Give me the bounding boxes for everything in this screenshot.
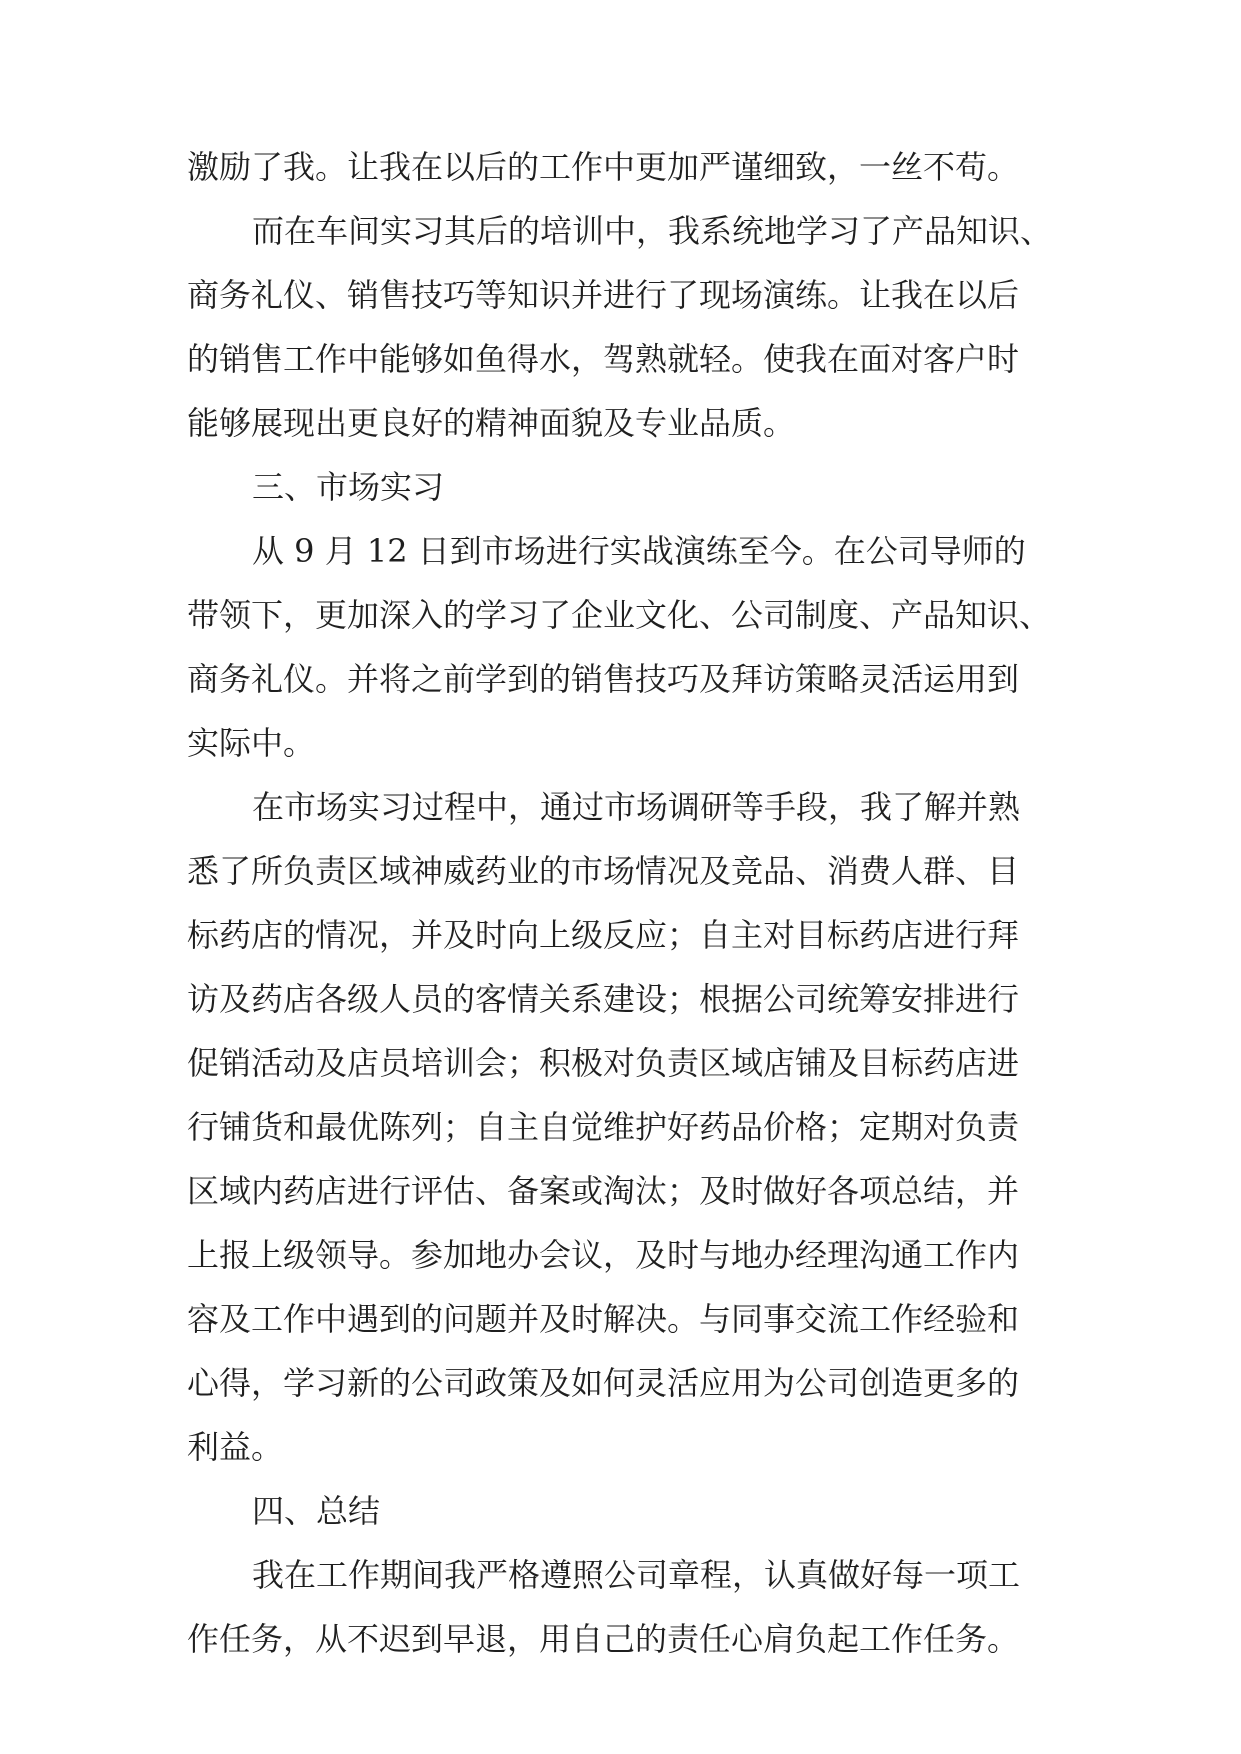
text-line: 在市场实习过程中，通过市场调研等手段，我了解并熟 bbox=[252, 788, 1021, 826]
text-line: 激励了我。让我在以后的工作中更加严谨细致，一丝不苟。 bbox=[187, 148, 1020, 186]
text-line: 上报上级领导。参加地办会议，及时与地办经理沟通工作内 bbox=[187, 1236, 1020, 1274]
text-line: 的销售工作中能够如鱼得水，驾熟就轻。使我在面对客户时 bbox=[187, 340, 1020, 378]
text-line: 我在工作期间我严格遵照公司章程，认真做好每一项工 bbox=[252, 1556, 1021, 1594]
text-line: 行铺货和最优陈列；自主自觉维护好药品价格；定期对负责 bbox=[187, 1108, 1020, 1146]
text-line: 而在车间实习其后的培训中，我系统地学习了产品知识、 bbox=[252, 212, 1053, 250]
text-line: 实际中。 bbox=[187, 724, 316, 762]
text-line: 标药店的情况，并及时向上级反应；自主对目标药店进行拜 bbox=[187, 916, 1020, 954]
text-line: 能够展现出更良好的精神面貌及专业品质。 bbox=[187, 404, 796, 442]
text-line: 作任务，从不迟到早退，用自己的责任心肩负起工作任务。 bbox=[187, 1620, 1020, 1658]
section-heading: 四、总结 bbox=[252, 1492, 381, 1530]
text-line: 利益。 bbox=[187, 1428, 284, 1466]
text-line: 访及药店各级人员的客情关系建设；根据公司统筹安排进行 bbox=[187, 980, 1020, 1018]
section-heading: 三、市场实习 bbox=[252, 468, 445, 506]
text-line: 容及工作中遇到的问题并及时解决。与同事交流工作经验和 bbox=[187, 1300, 1020, 1338]
text-line: 心得，学习新的公司政策及如何灵活应用为公司创造更多的 bbox=[187, 1364, 1020, 1402]
text-line: 商务礼仪、销售技巧等知识并进行了现场演练。让我在以后 bbox=[187, 276, 1020, 314]
text-line: 悉了所负责区域神威药业的市场情况及竞品、消费人群、目 bbox=[187, 852, 1020, 890]
text-line: 区域内药店进行评估、备案或淘汰；及时做好各项总结，并 bbox=[187, 1172, 1020, 1210]
text-line: 商务礼仪。并将之前学到的销售技巧及拜访策略灵活运用到 bbox=[187, 660, 1020, 698]
text-line: 带领下，更加深入的学习了企业文化、公司制度、产品知识、 bbox=[187, 596, 1052, 634]
text-line: 从 9 月 12 日到市场进行实战演练至今。在公司导师的 bbox=[252, 532, 1026, 570]
text-line: 促销活动及店员培训会；积极对负责区域店铺及目标药店进 bbox=[187, 1044, 1020, 1082]
